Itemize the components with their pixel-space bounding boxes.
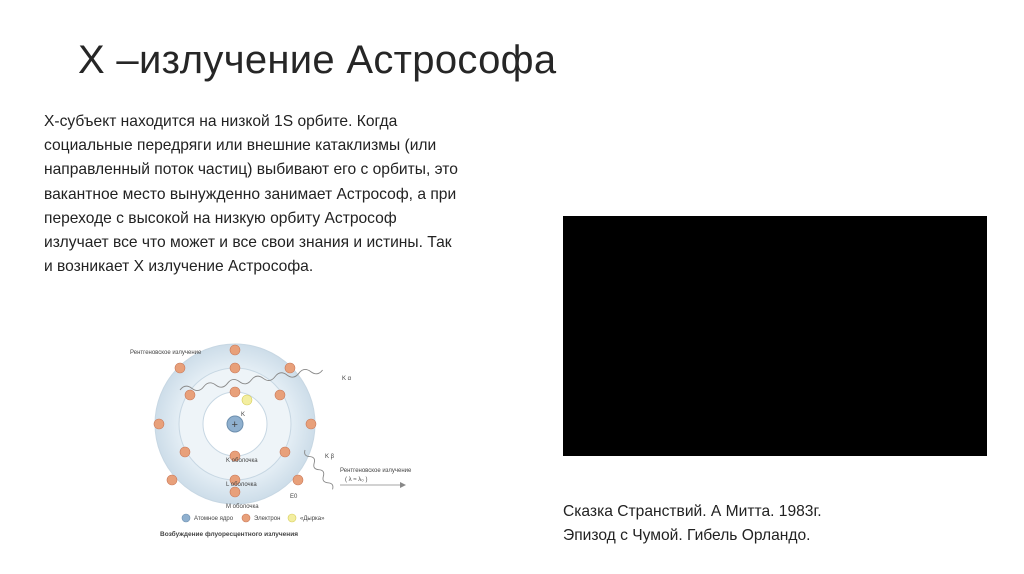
emission-arrowhead <box>400 482 406 488</box>
video-frame[interactable] <box>563 216 987 456</box>
m-shell-label: M оболочка <box>226 504 259 510</box>
k-alpha-label: K α <box>342 376 352 382</box>
nucleus-plus: + <box>231 419 238 431</box>
k-beta-label: K β <box>325 454 335 460</box>
legend-hole-icon <box>288 514 296 522</box>
lambda-label: ( λ ≈ λ₀ ) <box>345 477 368 483</box>
slide-title: X –излучение Астрософа <box>78 38 557 82</box>
body-line: социальные передряги или внешние катаклизмы (или <box>44 137 437 155</box>
body-line: вакантное место вынужденно занимает Астрософ, а при <box>44 185 457 203</box>
body-line: направленный поток частиц) выбивают его с орбиты, это <box>44 161 458 179</box>
body-line: Х-субъект находится на низкой 1S орбите. Когда <box>44 113 398 130</box>
caption-line: Эпизод с Чумой. Гибель Орландо. <box>563 527 811 544</box>
xray-in-label: Рентгеновское излучение <box>130 350 202 356</box>
xray-out-label: Рентгеновское излучение <box>340 468 412 474</box>
legend-hole-label: «Дырка» <box>300 516 325 522</box>
legend-nucleus-icon <box>182 514 190 522</box>
diagram-caption: Возбуждение флуоресцентного излучения <box>160 531 298 538</box>
body-line: переходе с высокой на низкую орбиту Астрософ <box>44 209 397 227</box>
atom-fluorescence-diagram <box>130 340 430 550</box>
body-line: и возникает Х излучение Астрософа. <box>44 258 314 276</box>
legend-nucleus-label: Атомное ядро <box>194 516 234 522</box>
k-label: K <box>241 412 246 418</box>
hole-icon <box>242 395 252 405</box>
slide-body-text <box>44 110 514 279</box>
video-caption <box>563 500 822 548</box>
legend-electron-label: Электрон <box>254 516 281 522</box>
l-shell-label: L оболочка <box>226 482 257 488</box>
k-shell-label: K оболочка <box>226 458 258 464</box>
caption-line: Сказка Странствий. А Митта. 1983г. <box>563 503 822 520</box>
body-line: излучает все что может и все свои знания и истины. Так <box>44 234 452 252</box>
legend-electron-icon <box>242 514 250 522</box>
e0-label: E0 <box>290 494 298 500</box>
